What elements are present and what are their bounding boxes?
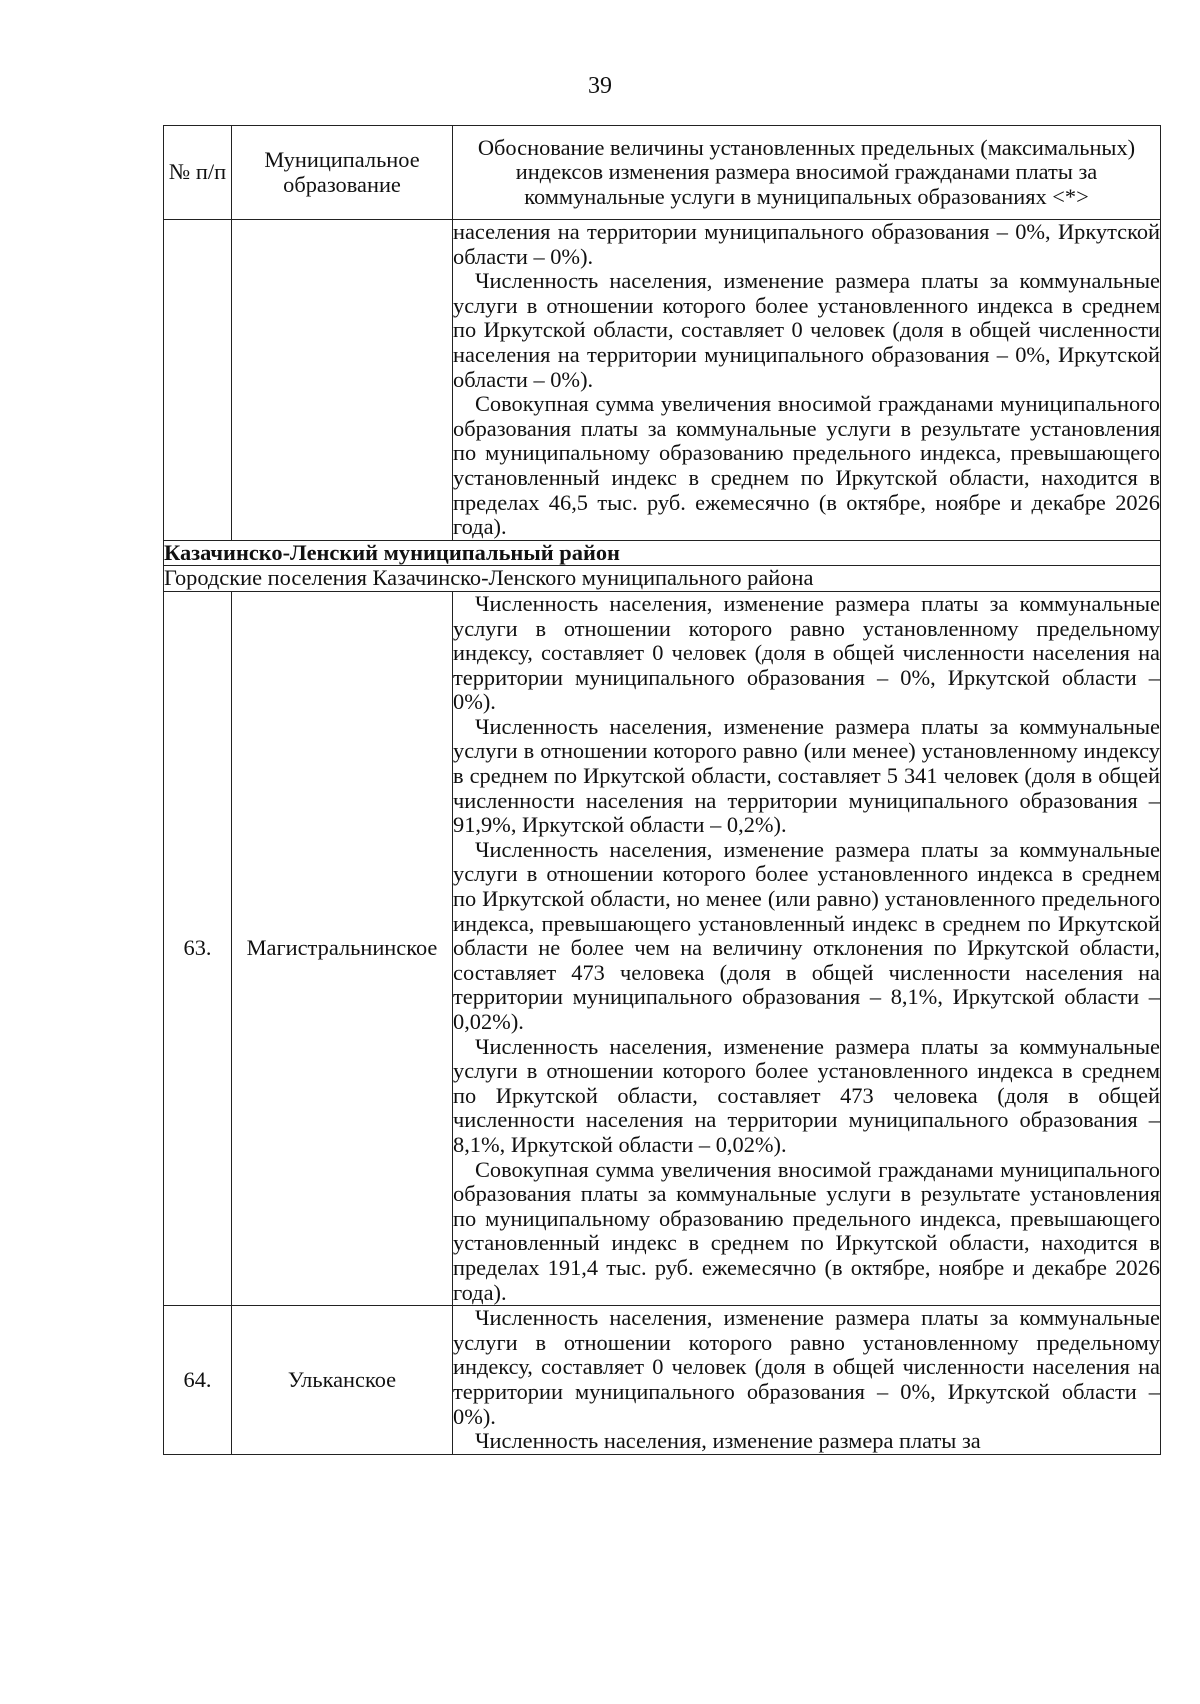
section-row — [164, 540, 1161, 566]
municipality-name: Ульканское — [232, 1306, 453, 1455]
subsection-title: Городские поселения Казачинско-Ленского муниципального района — [164, 566, 1161, 592]
continuation-num-cell — [164, 220, 232, 541]
table-row-continuation — [164, 220, 1161, 541]
header-justification: Обоснование величины установленных предельных (максимальных) индексов изменения размера вносимой гражданами платы за коммунальные услуги в муниципальных образованиях <*> — [453, 126, 1161, 220]
header-number: № п/п — [164, 126, 232, 220]
paragraph: Численность населения, изменение размера платы за коммунальные услуги в отношении которого равно установленному предельному индексу, составляет 0 человек (доля в общей численности населения на территории муниципального образования – 0%, Иркутской области – 0%). — [453, 1305, 1160, 1429]
paragraph: населения на территории муниципального образования – 0%, Иркутской области – 0%). — [453, 219, 1160, 269]
paragraph: Численность населения, изменение размера платы за коммунальные услуги в отношении которого более установленного индекса в среднем по Иркутской области, составляет 473 человека (доля в общей численности населения на территории муниципального образования – 8,1%, Иркутской области – 0,02%). — [453, 1033, 1160, 1157]
row-number: 63. — [164, 591, 232, 1305]
header-municipality: Муниципальное образование — [232, 126, 453, 220]
continuation-text-cell — [453, 220, 1161, 541]
table-row — [164, 1306, 1161, 1455]
paragraph: Совокупная сумма увеличения вносимой гражданами муниципального образования платы за коммунальные услуги в результате установления по муниципальному образованию предельного индекса, превышающего установленный индекс в среднем по Иркутской области, находится в пределах 191,4 тыс. руб. ежемесячно (в октябре, ноябре и декабре 2026 года). — [453, 1156, 1160, 1305]
section-title: Казачинско-Ленский муниципальный район — [164, 540, 1161, 566]
paragraph: Численность населения, изменение размера платы за коммунальные услуги в отношении которого более установленного индекса в среднем по Иркутской области, но менее (или равно) установленного предельного индекса, превышающего установленный индекс в среднем по Иркутской области не более чем на величину отклонения по Иркутской области, составляет 473 человека (доля в общей численности населения на территории муниципального образования – 8,1%, Иркутской области – 0,02%). — [453, 836, 1160, 1034]
subsection-row — [164, 566, 1161, 592]
paragraph: Численность населения, изменение размера платы за коммунальные услуги в отношении которого более установленного индекса в среднем по Иркутской области, составляет 0 человек (доля в общей численности населения на территории муниципального образования – 0%, Иркутской области – 0%). — [453, 268, 1160, 392]
table-header-row — [164, 126, 1161, 220]
municipality-name: Магистральнинское — [232, 591, 453, 1305]
justification-text — [453, 591, 1161, 1305]
paragraph: Численность населения, изменение размера платы за коммунальные услуги в отношении которого равно установленному предельному индексу, составляет 0 человек (доля в общей численности населения на территории муниципального образования – 0%, Иркутской области – 0%). — [453, 590, 1160, 715]
table-row — [164, 591, 1161, 1305]
row-number: 64. — [164, 1306, 232, 1455]
paragraph: Численность населения, изменение размера платы за коммунальные услуги в отношении которого равно (или менее) установленному индексу в среднем по Иркутской области, составляет 5 341 человек (доля в общей численности населения на территории муниципального образования – 91,9%, Иркутской области – 0,2%). — [453, 713, 1160, 838]
page-number: 39 — [588, 73, 612, 99]
paragraph: Численность населения, изменение размера платы за — [475, 1428, 981, 1454]
continuation-name-cell — [232, 220, 453, 541]
justification-text — [453, 1306, 1161, 1455]
paragraph: Совокупная сумма увеличения вносимой гражданами муниципального образования платы за коммунальные услуги в результате установления по муниципальному образованию предельного индекса, превышающего установленный индекс в среднем по Иркутской области, находится в пределах 46,5 тыс. руб. ежемесячно (в октябре, ноябре и декабре 2026 года). — [453, 391, 1160, 540]
index-justification-table — [163, 125, 1161, 1455]
